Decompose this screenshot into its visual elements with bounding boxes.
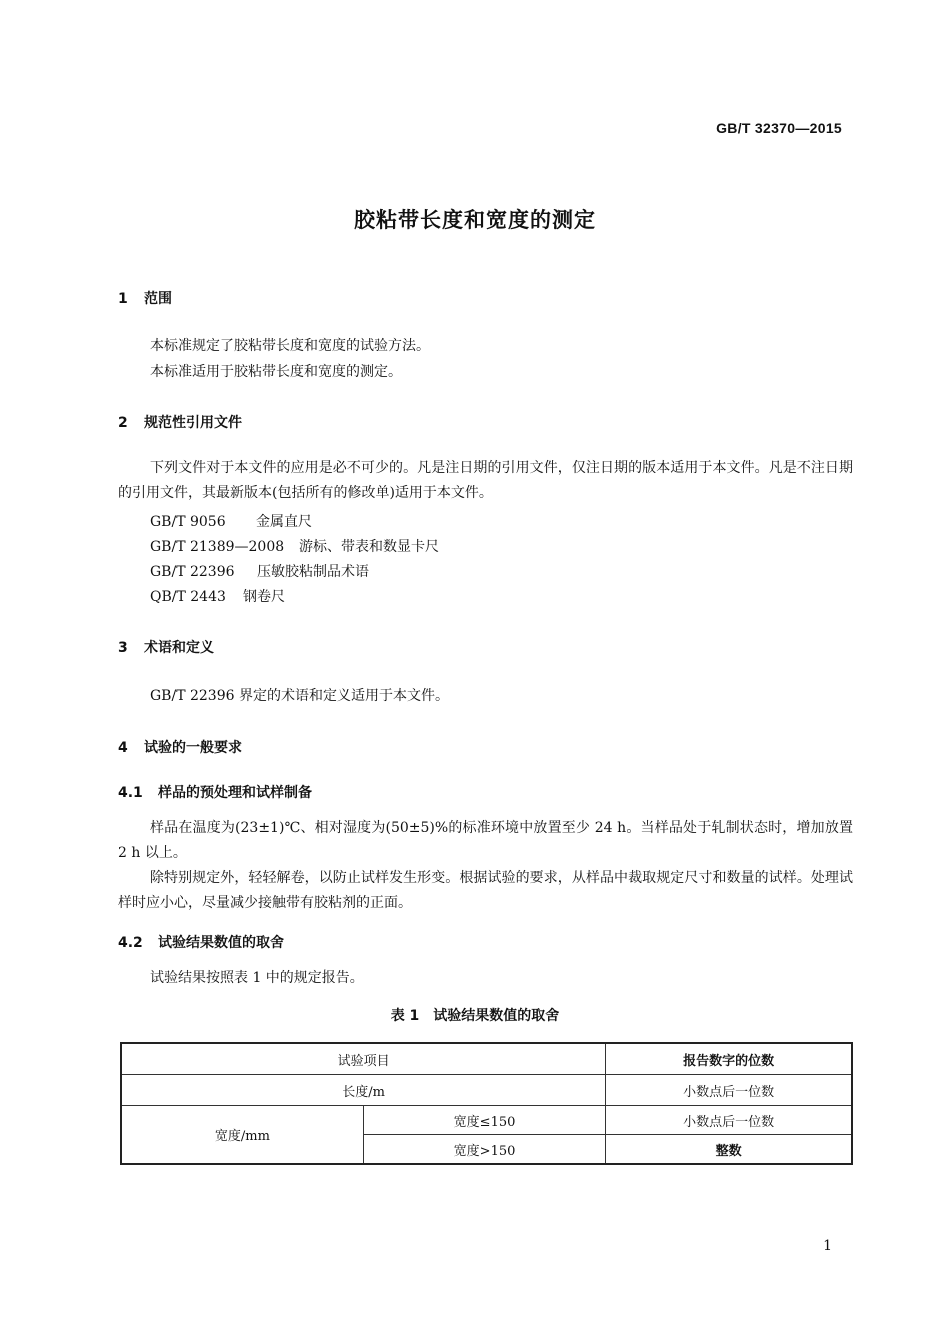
- section-2-heading: [118, 412, 242, 432]
- table-cell: 宽度/mm: [121, 1106, 363, 1165]
- section-title: 试验结果数值的取舍: [158, 935, 284, 951]
- table-row: [121, 1106, 852, 1135]
- pretreatment-paragraph-2: 除特别规定外，轻轻解卷，以防止试样发生形变。根据试验的要求，从样品中裁取规定尺寸和数量的试样。处理试样时应小心，尽量减少接触带有胶粘剂的正面。: [118, 870, 853, 911]
- section-number: 1: [118, 291, 128, 307]
- ref-code: QB/T 2443: [150, 589, 226, 605]
- normative-intro-paragraph: 下列文件对于本文件的应用是必不可少的。凡是注日期的引用文件，仅注日期的版本适用于本文件。凡是不注日期的引用文件，其最新版本(包括所有的修改单)适用于本文件。: [118, 460, 853, 501]
- ref-name: 压敏胶粘制品术语: [257, 564, 369, 580]
- section-3-heading: [118, 637, 214, 657]
- section-title: 试验的一般要求: [144, 740, 242, 756]
- document-title: 胶粘带长度和宽度的测定: [354, 208, 596, 232]
- ref-name: 钢卷尺: [243, 589, 285, 605]
- result-reporting-paragraph: 试验结果按照表 1 中的规定报告。: [150, 970, 364, 986]
- results-table: [120, 1042, 853, 1165]
- terms-paragraph: GB/T 22396 界定的术语和定义适用于本文件。: [150, 688, 449, 704]
- scope-line-1: 本标准规定了胶粘带长度和宽度的试验方法。: [150, 338, 430, 354]
- ref-name: 游标、带表和数显卡尺: [299, 539, 439, 555]
- page-number: 1: [823, 1238, 832, 1254]
- ref-name: 金属直尺: [256, 514, 312, 530]
- header-cell: 试验项目: [121, 1043, 606, 1075]
- ref-item: [150, 536, 439, 556]
- ref-item: [150, 561, 369, 581]
- header-cell: 报告数字的位数: [606, 1043, 852, 1075]
- scope-line-2: 本标准适用于胶粘带长度和宽度的测定。: [150, 364, 402, 380]
- table-row: [121, 1075, 852, 1106]
- section-title: 样品的预处理和试样制备: [158, 785, 312, 801]
- ref-code: GB/T 9056: [150, 514, 226, 530]
- ref-code: GB/T 21389—2008: [150, 539, 285, 555]
- section-number: 3: [118, 640, 128, 656]
- pretreatment-paragraph-1: 样品在温度为(23±1)℃、相对湿度为(50±5)%的标准环境中放置至少 24 h。当样品处于轧制状态时，增加放置 2 h 以上。: [118, 820, 853, 861]
- section-4-2-heading: [118, 932, 284, 952]
- section-number: 4: [118, 740, 128, 756]
- table-cell: 宽度>150: [363, 1135, 605, 1165]
- table-caption: 表 1 试验结果数值的取舍: [390, 1008, 560, 1024]
- table-cell: 长度/m: [121, 1075, 606, 1106]
- ref-item: [150, 586, 285, 606]
- standard-code: GB/T 32370—2015: [716, 120, 842, 136]
- section-number: 4.1: [118, 785, 143, 801]
- ref-code: GB/T 22396: [150, 564, 235, 580]
- section-title: 术语和定义: [144, 640, 214, 656]
- section-number: 2: [118, 415, 128, 431]
- section-number: 4.2: [118, 935, 143, 951]
- section-4-heading: [118, 737, 242, 757]
- table-row: [121, 1043, 852, 1075]
- section-4-1-heading: [118, 782, 312, 802]
- section-title: 规范性引用文件: [144, 415, 242, 431]
- table-cell: 小数点后一位数: [606, 1106, 852, 1135]
- table-cell: 整数: [606, 1135, 852, 1165]
- ref-item: [150, 511, 312, 531]
- section-1-heading: [118, 288, 172, 308]
- table-cell: 小数点后一位数: [606, 1075, 852, 1106]
- table-cell: 宽度≤150: [363, 1106, 605, 1135]
- section-title: 范围: [144, 291, 172, 307]
